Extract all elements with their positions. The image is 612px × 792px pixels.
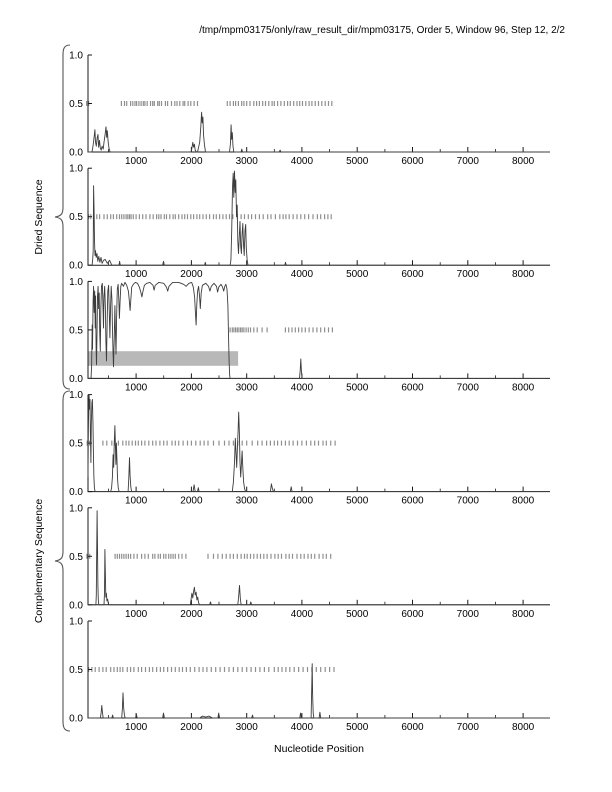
y-tick-label: 0.0 [69,487,83,499]
x-tick-label: 6000 [401,382,424,394]
x-tick-label: 2000 [180,269,203,281]
x-tick-label: 7000 [456,722,479,733]
x-tick-label: 1000 [124,382,148,394]
x-tick-label: 1000 [124,269,148,281]
score-curve [88,171,550,265]
x-tick-label: 5000 [346,722,369,733]
score-curve [88,664,550,718]
y-tick-label: 0.5 [69,212,83,224]
x-tick-label: 4000 [290,495,314,507]
x-tick-label: 3000 [235,156,258,167]
x-tick-label: 4000 [290,156,314,167]
group-label-complementary-sequence: Complementary Sequence [33,498,45,624]
x-tick-label: 6000 [401,722,424,733]
y-tick-label: 0.0 [69,147,83,159]
x-tick-label: 8000 [511,269,535,281]
x-tick-label: 2000 [180,722,203,733]
y-tick-label: 0.5 [69,551,83,563]
y-tick-label: 0.0 [69,600,83,612]
x-tick-label: 2000 [180,495,203,507]
x-tick-label: 2000 [180,156,203,167]
y-tick-label: 1.0 [69,276,83,288]
x-axis-title: Nucleotide Position [274,743,364,755]
y-tick-label: 1.0 [69,390,83,402]
subplot-dried-1 [69,51,550,168]
x-tick-label: 5000 [346,495,369,507]
subplot-dried-3 [69,277,550,394]
x-tick-label: 3000 [235,722,258,733]
x-tick-label: 6000 [401,495,424,507]
subplot-complementary-3 [69,617,550,734]
x-tick-label: 4000 [290,722,314,733]
x-tick-label: 6000 [401,156,424,167]
highlight-band [88,351,238,366]
y-tick-label: 0.0 [69,260,83,272]
x-tick-label: 3000 [235,269,258,281]
x-tick-label: 8000 [511,495,535,507]
x-tick-label: 5000 [346,156,369,167]
y-tick-label: 0.5 [69,438,83,450]
subplot-complementary-2 [69,503,550,620]
x-tick-label: 7000 [456,382,479,394]
match-ticks-row [87,101,332,106]
x-tick-label: 7000 [456,495,479,507]
subplots-container [69,51,550,734]
subplot-complementary-1 [69,390,550,507]
axes-spines [88,168,550,265]
brace-dried-sequence [55,45,70,389]
x-tick-label: 4000 [290,608,314,620]
match-ticks-row [87,554,331,559]
x-tick-label: 3000 [235,608,258,620]
match-ticks-row [89,667,334,672]
x-tick-label: 8000 [511,382,535,394]
y-tick-label: 0.0 [69,373,83,385]
y-tick-label: 1.0 [69,503,83,515]
x-tick-label: 1000 [124,722,148,733]
x-tick-label: 2000 [180,608,203,620]
x-tick-label: 2000 [180,382,203,394]
score-curve [88,112,550,152]
x-tick-label: 8000 [511,608,535,620]
x-tick-label: 4000 [290,382,314,394]
x-tick-label: 7000 [456,269,479,281]
x-tick-label: 3000 [235,495,258,507]
match-ticks-row [230,327,332,332]
y-tick-label: 0.5 [69,325,83,337]
y-tick-label: 1.0 [69,163,83,175]
match-ticks-row [89,214,332,219]
x-tick-label: 7000 [456,156,479,167]
subplot-dried-2 [69,164,550,281]
x-tick-label: 7000 [456,608,479,620]
x-tick-label: 8000 [511,156,535,167]
x-tick-label: 1000 [124,156,148,167]
chart-title: /tmp/mpm03175/only/raw_result_dir/mpm03175, Order 5, Window 96, Step 12, 2/2 [199,25,565,36]
x-tick-label: 4000 [290,269,314,281]
x-tick-label: 6000 [401,608,424,620]
x-tick-label: 8000 [511,722,535,733]
group-label-dried-sequence: Dried Sequence [33,179,45,255]
y-tick-label: 0.0 [69,713,83,725]
y-tick-label: 0.5 [69,99,83,110]
x-tick-label: 6000 [401,269,424,281]
match-ticks-row [87,441,335,446]
x-tick-label: 5000 [346,269,369,281]
y-tick-label: 1.0 [69,616,83,628]
x-tick-label: 5000 [346,608,369,620]
brace-complementary-sequence [55,391,70,731]
x-tick-label: 1000 [124,608,148,620]
x-tick-label: 5000 [346,382,369,394]
y-tick-label: 0.5 [69,665,83,676]
x-tick-label: 3000 [235,382,258,394]
x-tick-label: 1000 [124,495,148,507]
y-tick-label: 1.0 [69,50,83,62]
axes-spines [88,621,550,718]
